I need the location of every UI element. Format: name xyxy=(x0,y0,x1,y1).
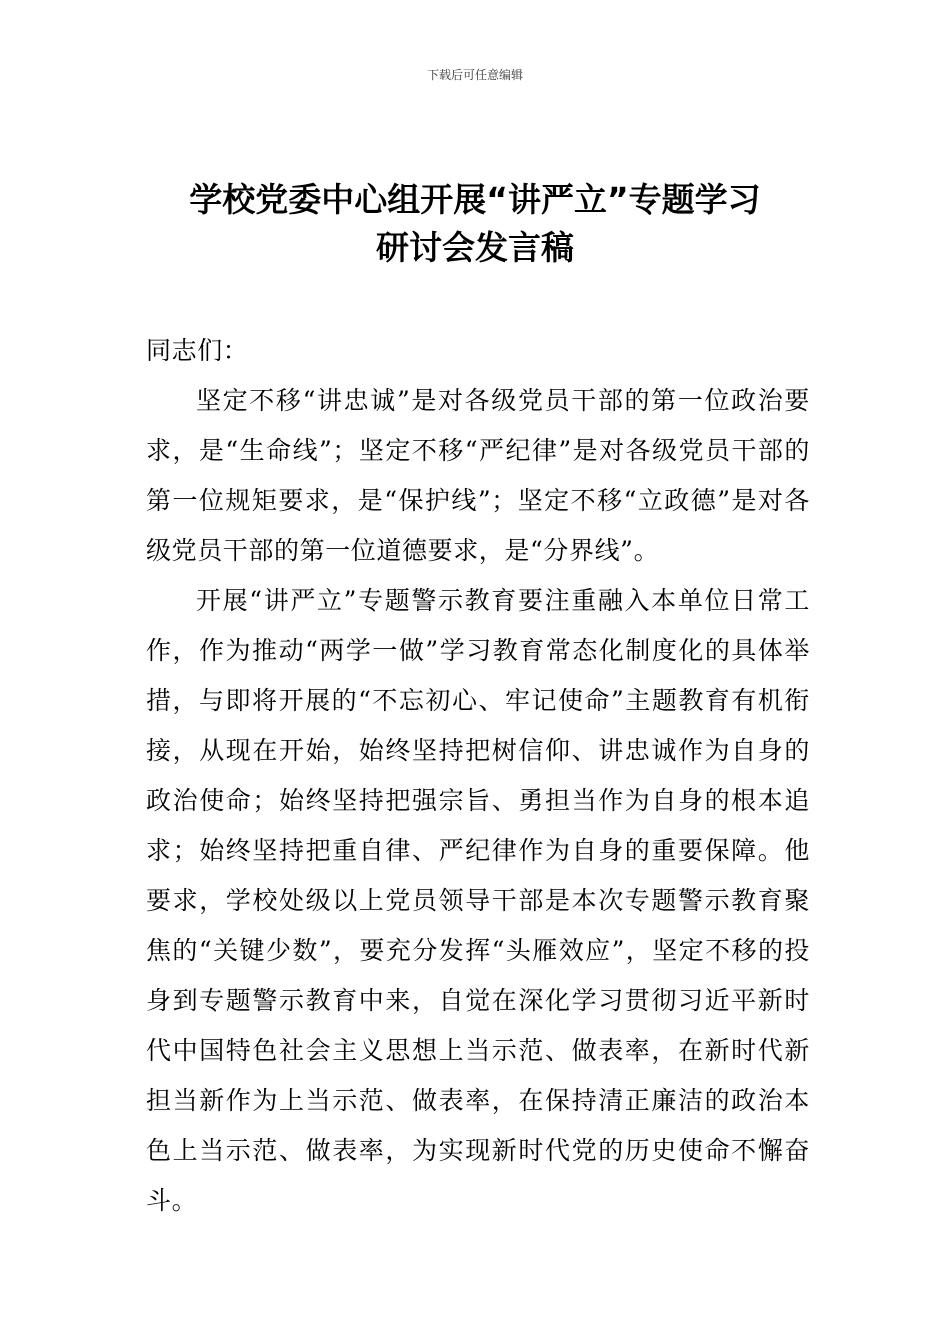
paragraph-1: 坚定不移“讲忠诚”是对各级党员干部的第一位政治要求，是“生命线”；坚定不移“严纪律”是对各级党员干部的第一位规矩要求，是“保护线”；坚定不移“立政德”是对各级党员干部的第一位道德要求，是“分界线”。 xyxy=(146,386,810,565)
title-line-2: 研讨会发言稿 xyxy=(376,228,574,267)
document-body xyxy=(146,326,810,1226)
salutation: 同志们： xyxy=(146,336,249,365)
document-title xyxy=(130,176,820,272)
title-line-1: 学校党委中心组开展“讲严立”专题学习 xyxy=(189,180,761,219)
header-note: 下载后可任意编辑 xyxy=(426,68,523,82)
paragraph-2: 开展“讲严立”专题警示教育要注重融入本单位日常工作，作为推动“两学一做”学习教育常态化制度化的具体举措，与即将开展的“不忘初心、牢记使命”主题教育有机衔接，从现在开始，始终坚持把树信仰、讲忠诚作为自身的政治使命；始终坚持把强宗旨、勇担当作为自身的根本追求；始终坚持把重自律、严纪律作为自身的重要保障。他要求，学校处级以上党员领导干部是本次专题警示教育聚焦的“关键少数”，要充分发挥“头雁效应”，坚定不移的投身到专题警示教育中来，自觉在深化学习贯彻习近平新时代中国特色社会主义思想上当示范、做表率，在新时代新担当新作为上当示范、做表率，在保持清正廉洁的政治本色上当示范、做表率，为实现新时代党的历史使命不懈奋斗。 xyxy=(146,586,810,1215)
